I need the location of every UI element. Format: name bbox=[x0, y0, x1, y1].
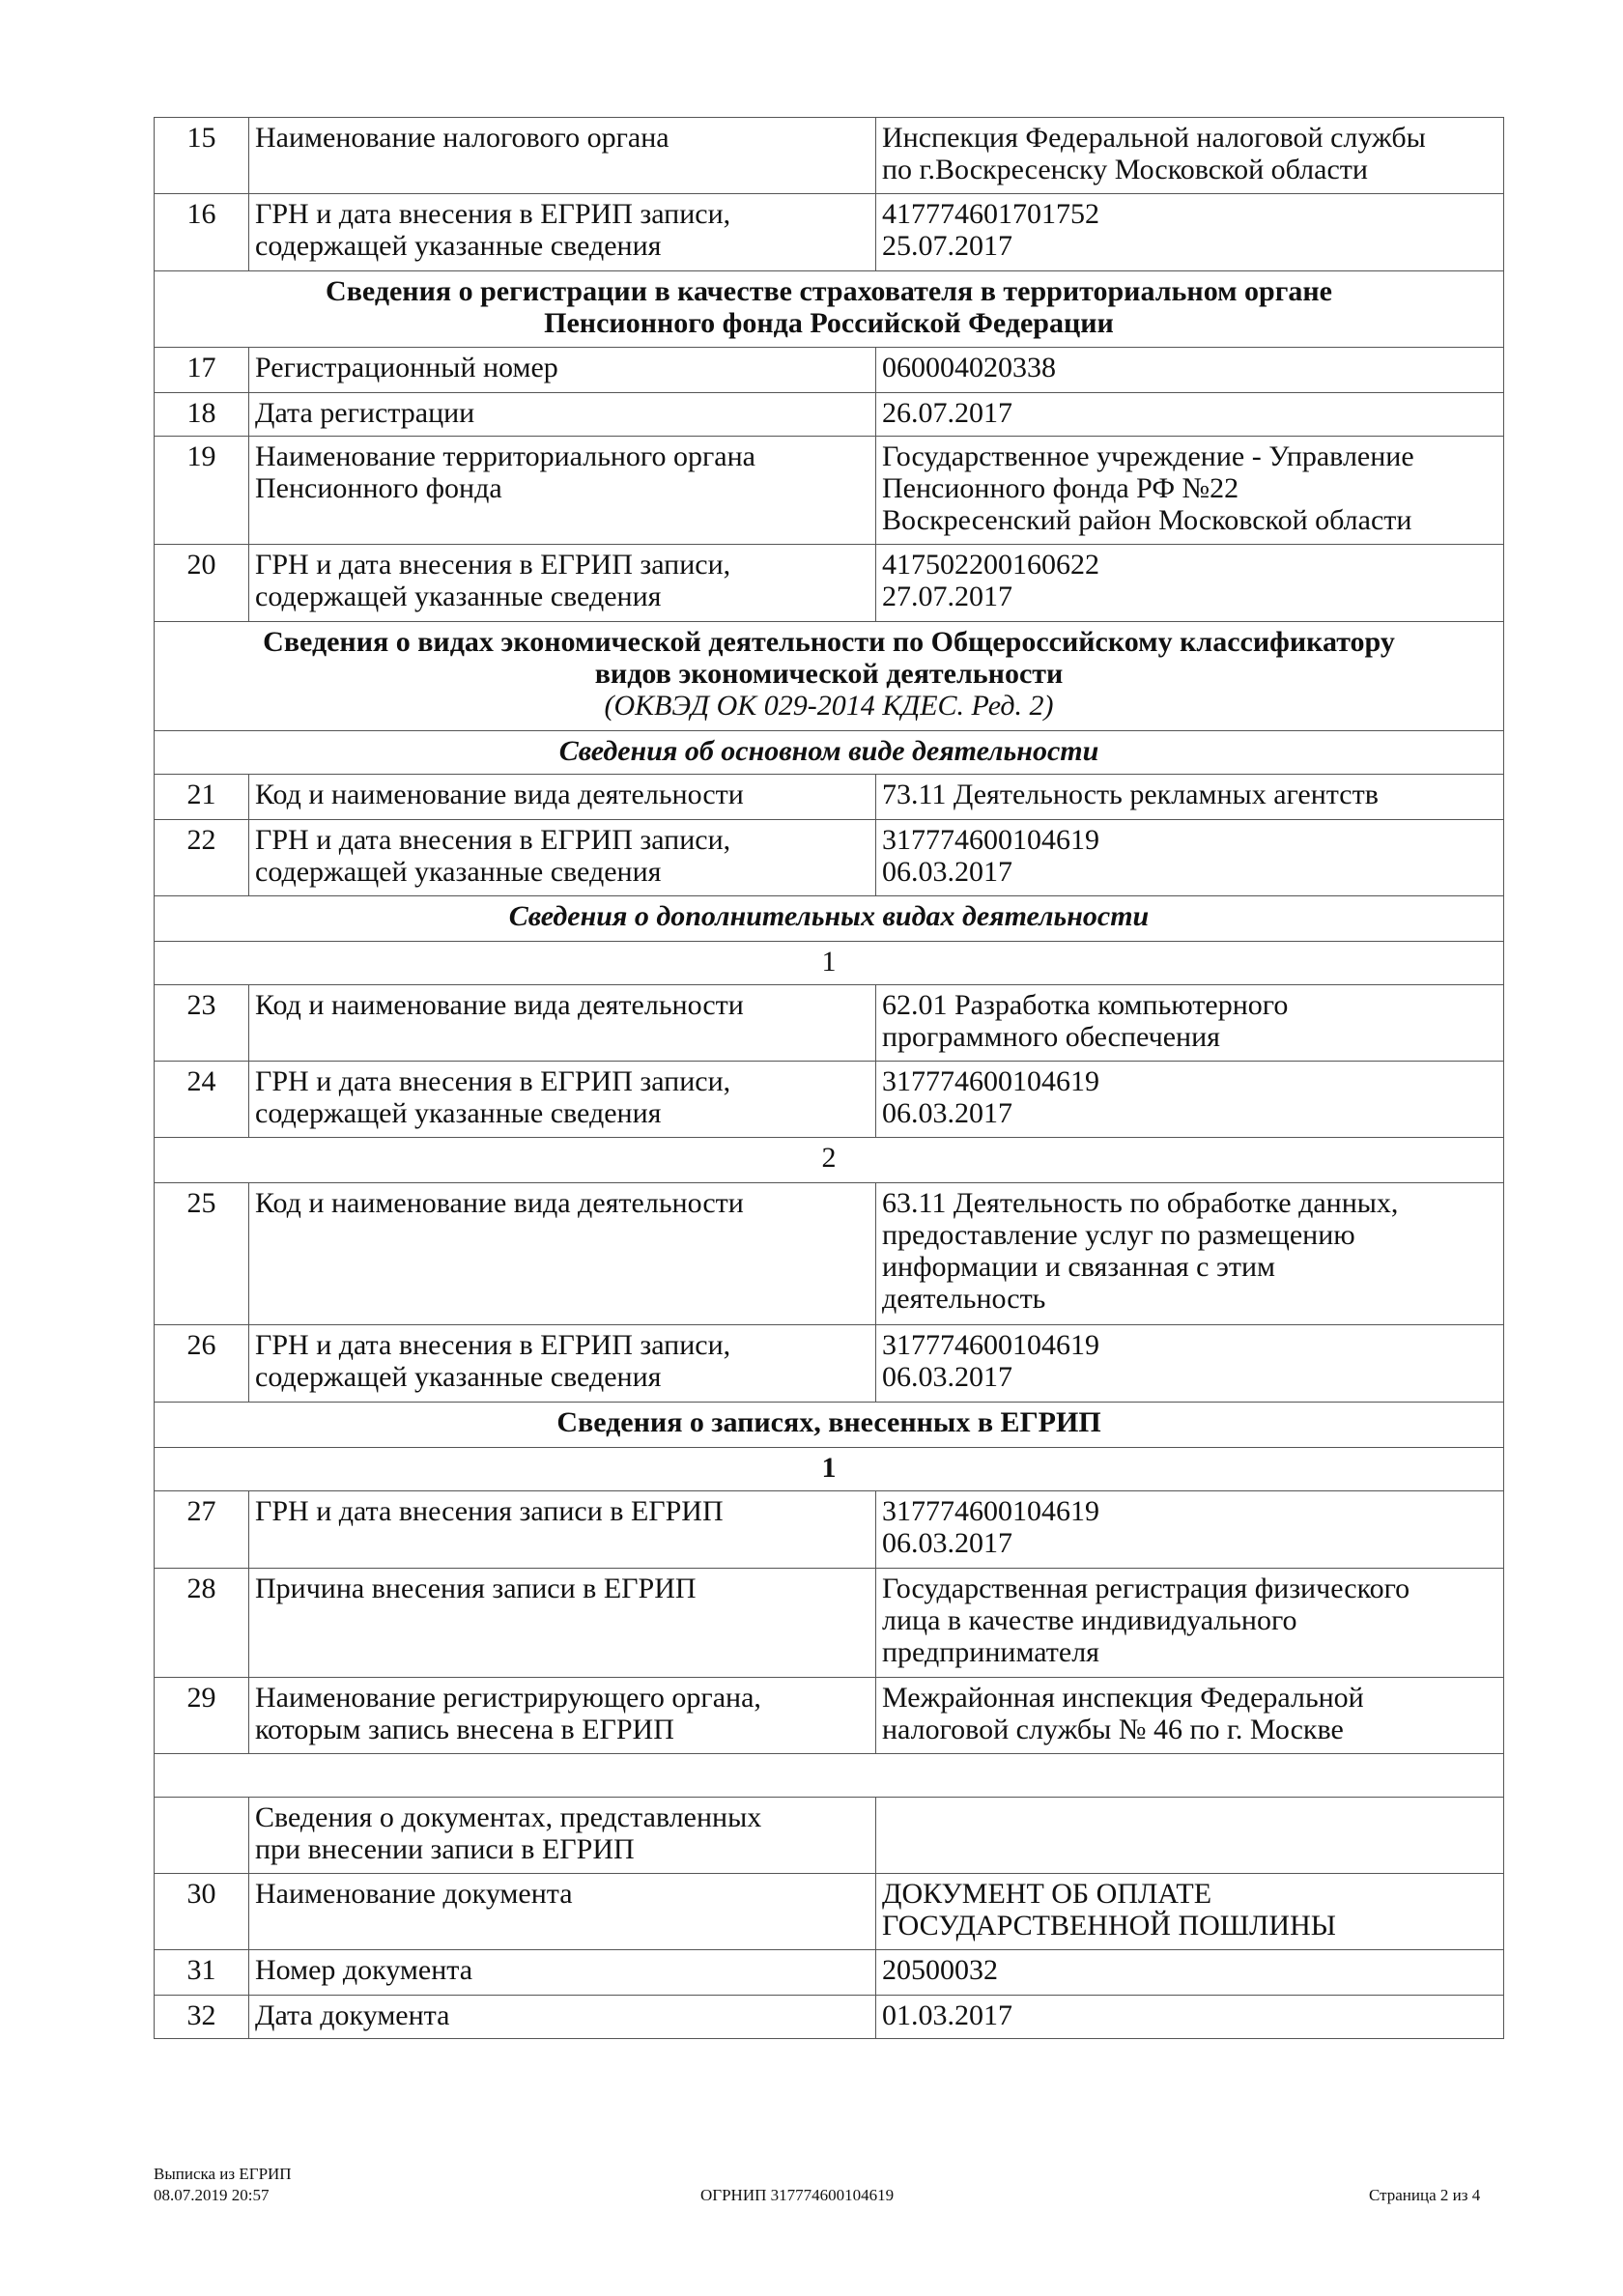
field-label bbox=[249, 393, 876, 437]
field-value bbox=[876, 1325, 1504, 1403]
row-number bbox=[155, 820, 249, 896]
field-value bbox=[876, 545, 1504, 622]
field-label bbox=[249, 1874, 876, 1950]
field-label-line: Сведения о документах, представленных bbox=[255, 1801, 762, 1833]
field-value-line: 06.03.2017 bbox=[882, 1361, 1012, 1393]
field-value-line: Государственная регистрация физического bbox=[882, 1573, 1410, 1604]
table-row bbox=[155, 118, 1504, 194]
section-header-line: видов экономической деятельности bbox=[594, 658, 1064, 690]
table-row bbox=[155, 1569, 1504, 1678]
table-row bbox=[155, 393, 1504, 437]
table-row bbox=[155, 1062, 1504, 1138]
table-row bbox=[155, 1183, 1504, 1325]
field-label-line: которым запись внесена в ЕГРИП bbox=[255, 1714, 674, 1745]
section-header-line: Сведения о записях, внесенных в ЕГРИП bbox=[556, 1406, 1101, 1438]
field-label-line: содержащей указанные сведения bbox=[255, 856, 662, 888]
field-value bbox=[876, 820, 1504, 896]
field-value-line: программного обеспечения bbox=[882, 1021, 1220, 1053]
field-label bbox=[249, 1183, 876, 1325]
section-header-row bbox=[155, 1138, 1504, 1183]
field-label-line: ГРН и дата внесения в ЕГРИП записи, bbox=[255, 198, 731, 230]
field-label-line: ГРН и дата внесения в ЕГРИП записи, bbox=[255, 549, 731, 581]
row-number-text: 31 bbox=[186, 1954, 216, 1986]
field-label-line: Наименование налогового органа bbox=[255, 122, 669, 154]
field-label-line: ГРН и дата внесения в ЕГРИП записи, bbox=[255, 824, 731, 856]
field-label bbox=[249, 1996, 876, 2039]
section-header bbox=[155, 896, 1504, 942]
field-value-line: деятельность bbox=[882, 1283, 1046, 1315]
row-number-text: 22 bbox=[186, 824, 216, 856]
row-number-text: 21 bbox=[186, 779, 216, 810]
row-number bbox=[155, 1183, 249, 1325]
row-number-text: 16 bbox=[186, 198, 216, 230]
row-number-text: 29 bbox=[186, 1682, 216, 1714]
row-number-text: 18 bbox=[186, 397, 216, 429]
field-label bbox=[249, 348, 876, 393]
row-number bbox=[155, 1062, 249, 1138]
field-value-line: 06.03.2017 bbox=[882, 1097, 1012, 1129]
table-row bbox=[155, 1678, 1504, 1754]
field-label-line: содержащей указанные сведения bbox=[255, 1097, 662, 1129]
field-label-line: при внесении записи в ЕГРИП bbox=[255, 1833, 635, 1865]
field-label bbox=[249, 118, 876, 194]
field-value-line: Воскресенский район Московской области bbox=[882, 504, 1412, 536]
field-value-line: Пенсионного фонда РФ №22 bbox=[882, 472, 1239, 504]
row-number-text: 20 bbox=[186, 549, 216, 581]
footer-page-number: Страница 2 из 4 bbox=[1369, 2186, 1481, 2204]
row-number bbox=[155, 348, 249, 393]
field-label-line: Пенсионного фонда bbox=[255, 472, 502, 504]
field-label bbox=[249, 545, 876, 622]
field-label-line: Код и наименование вида деятельности bbox=[255, 989, 744, 1021]
row-number-text: 24 bbox=[186, 1065, 216, 1097]
field-label bbox=[249, 775, 876, 820]
field-value bbox=[876, 1491, 1504, 1569]
row-number bbox=[155, 1996, 249, 2039]
field-value-line: по г.Воскресенску Московской области bbox=[882, 154, 1368, 185]
row-number bbox=[155, 1678, 249, 1754]
field-label bbox=[249, 1798, 876, 1874]
table-row bbox=[155, 775, 1504, 820]
field-value-line: 20500032 bbox=[882, 1954, 998, 1986]
field-value bbox=[876, 985, 1504, 1062]
section-header-line: 1 bbox=[821, 946, 837, 978]
section-header-line: Сведения о регистрации в качестве страхователя в территориальном органе bbox=[326, 275, 1332, 307]
field-label bbox=[249, 985, 876, 1062]
table-row bbox=[155, 1325, 1504, 1403]
row-number bbox=[155, 1874, 249, 1950]
row-number-text: 32 bbox=[186, 1999, 216, 2031]
field-value bbox=[876, 1874, 1504, 1950]
field-value-line: 417774601701752 bbox=[882, 198, 1099, 230]
row-number-text: 28 bbox=[186, 1573, 216, 1604]
section-header-line: Сведения о дополнительных видах деятельности bbox=[508, 900, 1150, 932]
section-header bbox=[155, 1754, 1504, 1798]
field-label-line: ГРН и дата внесения записи в ЕГРИП bbox=[255, 1495, 724, 1527]
footer-doc-title: Выписка из ЕГРИП bbox=[154, 2165, 292, 2183]
field-value-line: информации и связанная с этим bbox=[882, 1251, 1276, 1283]
section-header-row bbox=[155, 896, 1504, 942]
field-value-line: 62.01 Разработка компьютерного bbox=[882, 989, 1289, 1021]
field-value-line: 317774600104619 bbox=[882, 824, 1099, 856]
table-row bbox=[155, 1491, 1504, 1569]
field-value-line: ГОСУДАРСТВЕННОЙ ПОШЛИНЫ bbox=[882, 1910, 1336, 1942]
field-label-line: Наименование территориального органа bbox=[255, 440, 755, 472]
row-number-text: 26 bbox=[186, 1329, 216, 1361]
egrip-extract-table bbox=[154, 117, 1504, 2039]
section-header-row bbox=[155, 1448, 1504, 1491]
field-value bbox=[876, 1798, 1504, 1874]
field-value bbox=[876, 1678, 1504, 1754]
field-value-line: 317774600104619 bbox=[882, 1329, 1099, 1361]
field-label-line: Наименование регистрирующего органа, bbox=[255, 1682, 761, 1714]
field-label-line: Код и наименование вида деятельности bbox=[255, 1187, 744, 1219]
field-value-line: 73.11 Деятельность рекламных агентств bbox=[882, 779, 1379, 810]
section-header-subtitle: (ОКВЭД ОК 029-2014 КДЕС. Ред. 2) bbox=[604, 690, 1054, 722]
field-value-line: 060004020338 bbox=[882, 352, 1056, 383]
field-value-line: предпринимателя bbox=[882, 1636, 1099, 1668]
section-header-row bbox=[155, 271, 1504, 348]
field-value-line: Инспекция Федеральной налоговой службы bbox=[882, 122, 1426, 154]
table-row bbox=[155, 1996, 1504, 2039]
field-value bbox=[876, 775, 1504, 820]
table-row bbox=[155, 437, 1504, 545]
section-header-line: 2 bbox=[821, 1142, 837, 1174]
field-value-line: Государственное учреждение - Управление bbox=[882, 440, 1414, 472]
field-value bbox=[876, 1062, 1504, 1138]
section-header-row bbox=[155, 731, 1504, 775]
field-label-line: Дата документа bbox=[255, 1999, 450, 2031]
field-value bbox=[876, 1183, 1504, 1325]
section-header-line: Сведения о видах экономической деятельности по Общероссийскому классификатору bbox=[263, 626, 1395, 658]
section-header-line: Сведения об основном виде деятельности bbox=[558, 735, 1099, 767]
field-value bbox=[876, 118, 1504, 194]
section-header bbox=[155, 1403, 1504, 1448]
field-value-line: 06.03.2017 bbox=[882, 1527, 1012, 1559]
section-header-row bbox=[155, 1754, 1504, 1798]
field-value bbox=[876, 1950, 1504, 1996]
field-label-line: ГРН и дата внесения в ЕГРИП записи, bbox=[255, 1329, 731, 1361]
row-number bbox=[155, 1798, 249, 1874]
field-label-line: Наименование документа bbox=[255, 1878, 573, 1910]
table-row bbox=[155, 1798, 1504, 1874]
section-header bbox=[155, 942, 1504, 985]
field-label-line: Причина внесения записи в ЕГРИП bbox=[255, 1573, 697, 1604]
field-value-line: лица в качестве индивидуального bbox=[882, 1604, 1297, 1636]
field-label-line: содержащей указанные сведения bbox=[255, 1361, 662, 1393]
row-number bbox=[155, 1569, 249, 1678]
field-value-line: 27.07.2017 bbox=[882, 581, 1012, 612]
footer-left bbox=[154, 2164, 292, 2206]
field-label-line: ГРН и дата внесения в ЕГРИП записи, bbox=[255, 1065, 731, 1097]
section-header bbox=[155, 271, 1504, 348]
row-number-text: 23 bbox=[186, 989, 216, 1021]
field-label bbox=[249, 1569, 876, 1678]
table-row bbox=[155, 348, 1504, 393]
field-value-line: налоговой службы № 46 по г. Москве bbox=[882, 1714, 1344, 1745]
table-row bbox=[155, 820, 1504, 896]
row-number bbox=[155, 1950, 249, 1996]
field-value-line: Межрайонная инспекция Федеральной bbox=[882, 1682, 1364, 1714]
table-row bbox=[155, 194, 1504, 271]
section-header-row bbox=[155, 1403, 1504, 1448]
field-label bbox=[249, 1678, 876, 1754]
field-value bbox=[876, 1996, 1504, 2039]
field-label-line: Код и наименование вида деятельности bbox=[255, 779, 744, 810]
table-row bbox=[155, 985, 1504, 1062]
row-number bbox=[155, 437, 249, 545]
section-header-line: Пенсионного фонда Российской Федерации bbox=[544, 307, 1114, 339]
row-number bbox=[155, 985, 249, 1062]
row-number bbox=[155, 1325, 249, 1403]
field-label bbox=[249, 1491, 876, 1569]
field-value bbox=[876, 393, 1504, 437]
field-value bbox=[876, 348, 1504, 393]
field-value bbox=[876, 194, 1504, 271]
row-number-text: 30 bbox=[186, 1878, 216, 1910]
field-label-line: Номер документа bbox=[255, 1954, 473, 1986]
field-value-line: 317774600104619 bbox=[882, 1495, 1099, 1527]
row-number bbox=[155, 1491, 249, 1569]
footer-datetime: 08.07.2019 20:57 bbox=[154, 2186, 270, 2204]
field-value bbox=[876, 1569, 1504, 1678]
field-label-line: Регистрационный номер bbox=[255, 352, 558, 383]
row-number bbox=[155, 775, 249, 820]
field-value-line: 317774600104619 bbox=[882, 1065, 1099, 1097]
field-label bbox=[249, 820, 876, 896]
section-header bbox=[155, 1138, 1504, 1183]
table-row bbox=[155, 1874, 1504, 1950]
row-number bbox=[155, 118, 249, 194]
row-number bbox=[155, 194, 249, 271]
field-value-line: 417502200160622 bbox=[882, 549, 1099, 581]
section-header-line: 1 bbox=[821, 1452, 837, 1484]
row-number bbox=[155, 393, 249, 437]
field-label-line: содержащей указанные сведения bbox=[255, 581, 662, 612]
field-value-line: 26.07.2017 bbox=[882, 397, 1012, 429]
field-label bbox=[249, 1950, 876, 1996]
row-number-text: 17 bbox=[186, 352, 216, 383]
row-number-text: 15 bbox=[186, 122, 216, 154]
footer-ogrnip: ОГРНИП 317774600104619 bbox=[700, 2186, 895, 2204]
field-label bbox=[249, 194, 876, 271]
row-number-text: 27 bbox=[186, 1495, 216, 1527]
field-value-line: предоставление услуг по размещению bbox=[882, 1219, 1355, 1251]
section-header bbox=[155, 1448, 1504, 1491]
section-header-row bbox=[155, 622, 1504, 731]
table-row bbox=[155, 545, 1504, 622]
field-value-line: 01.03.2017 bbox=[882, 1999, 1012, 2031]
row-number bbox=[155, 545, 249, 622]
field-value-line: 63.11 Деятельность по обработке данных, bbox=[882, 1187, 1399, 1219]
table-row bbox=[155, 1950, 1504, 1996]
field-label bbox=[249, 1062, 876, 1138]
field-label bbox=[249, 437, 876, 545]
field-label bbox=[249, 1325, 876, 1403]
section-header bbox=[155, 622, 1504, 731]
field-label-line: содержащей указанные сведения bbox=[255, 230, 662, 262]
field-value-line: ДОКУМЕНТ ОБ ОПЛАТЕ bbox=[882, 1878, 1212, 1910]
field-value bbox=[876, 437, 1504, 545]
field-value-line: 06.03.2017 bbox=[882, 856, 1012, 888]
section-header-row bbox=[155, 942, 1504, 985]
section-header bbox=[155, 731, 1504, 775]
field-label-line: Дата регистрации bbox=[255, 397, 475, 429]
row-number-text: 19 bbox=[186, 440, 216, 472]
row-number-text: 25 bbox=[186, 1187, 216, 1219]
field-value-line: 25.07.2017 bbox=[882, 230, 1012, 262]
